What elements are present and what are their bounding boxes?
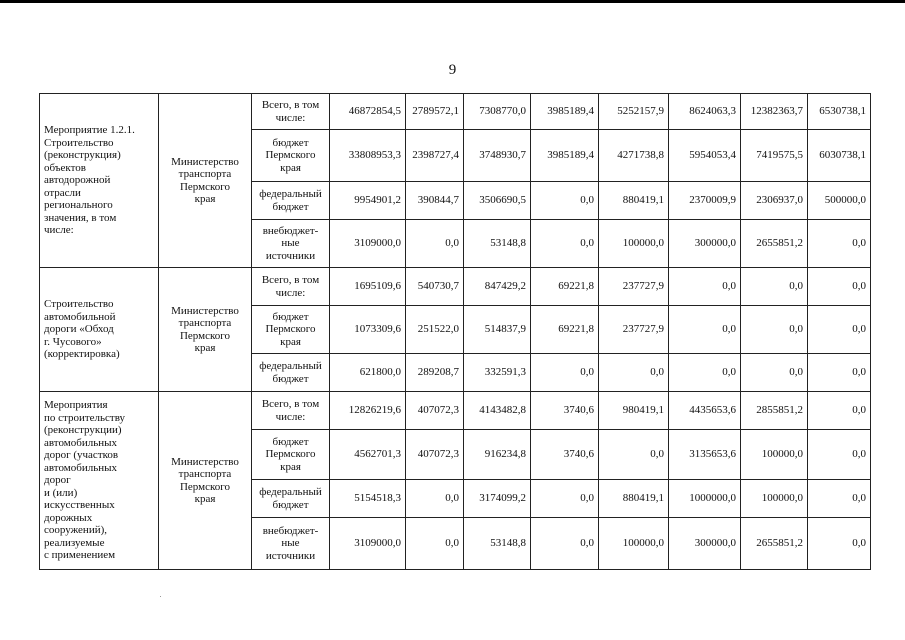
value-cell: 300000,0 [669,220,741,268]
value-cell: 4143482,8 [464,392,531,430]
funding-source-cell: Всего, в том числе: [252,392,330,430]
value-cell: 3740,6 [531,392,599,430]
budget-table [39,93,871,570]
value-cell: 7419575,5 [741,130,808,182]
value-cell: 53148,8 [464,518,531,570]
value-cell: 251522,0 [406,306,464,354]
value-cell: 0,0 [531,182,599,220]
value-cell: 0,0 [406,518,464,570]
value-cell: 300000,0 [669,518,741,570]
value-cell: 621800,0 [330,354,406,392]
funding-source-cell: федеральный бюджет [252,480,330,518]
value-cell: 916234,8 [464,430,531,480]
funding-source-cell: Всего, в том числе: [252,268,330,306]
value-cell: 2655851,2 [741,220,808,268]
scan-speck [160,596,161,597]
value-cell: 100000,0 [741,430,808,480]
value-cell: 3135653,6 [669,430,741,480]
funding-source-cell: Всего, в том числе: [252,94,330,130]
value-cell: 407072,3 [406,430,464,480]
value-cell: 2398727,4 [406,130,464,182]
value-cell: 12382363,7 [741,94,808,130]
value-cell: 0,0 [599,354,669,392]
value-cell: 3748930,7 [464,130,531,182]
table-row [40,94,871,130]
value-cell: 0,0 [741,268,808,306]
value-cell: 0,0 [599,430,669,480]
value-cell: 6530738,1 [808,94,871,130]
event-name-cell: Мероприятие 1.2.1. Строительство (реконструкция) объектов автодорожной отрасли регионального значения, в том числе: [40,94,159,268]
value-cell: 0,0 [406,220,464,268]
value-cell: 0,0 [808,354,871,392]
ministry-cell: Министерство транспорта Пермского края [159,268,252,392]
value-cell: 12826219,6 [330,392,406,430]
value-cell: 33808953,3 [330,130,406,182]
value-cell: 3740,6 [531,430,599,480]
value-cell: 0,0 [531,518,599,570]
value-cell: 4562701,3 [330,430,406,480]
value-cell: 2855851,2 [741,392,808,430]
value-cell: 880419,1 [599,480,669,518]
value-cell: 0,0 [669,354,741,392]
value-cell: 8624063,3 [669,94,741,130]
value-cell: 390844,7 [406,182,464,220]
value-cell: 237727,9 [599,268,669,306]
value-cell: 9954901,2 [330,182,406,220]
value-cell: 100000,0 [741,480,808,518]
funding-source-cell: внебюджет- ные источники [252,220,330,268]
value-cell: 237727,9 [599,306,669,354]
value-cell: 0,0 [741,354,808,392]
funding-source-cell: бюджет Пермского края [252,130,330,182]
value-cell: 53148,8 [464,220,531,268]
top-border-line [0,0,905,3]
value-cell: 514837,9 [464,306,531,354]
value-cell: 332591,3 [464,354,531,392]
value-cell: 0,0 [531,220,599,268]
value-cell: 0,0 [531,480,599,518]
value-cell: 2370009,9 [669,182,741,220]
value-cell: 0,0 [669,306,741,354]
value-cell: 880419,1 [599,182,669,220]
funding-source-cell: федеральный бюджет [252,182,330,220]
value-cell: 0,0 [808,268,871,306]
value-cell: 0,0 [808,220,871,268]
value-cell: 5154518,3 [330,480,406,518]
value-cell: 3506690,5 [464,182,531,220]
value-cell: 69221,8 [531,306,599,354]
value-cell: 1073309,6 [330,306,406,354]
funding-source-cell: внебюджет- ные источники [252,518,330,570]
value-cell: 407072,3 [406,392,464,430]
value-cell: 540730,7 [406,268,464,306]
ministry-cell: Министерство транспорта Пермского края [159,94,252,268]
value-cell: 1000000,0 [669,480,741,518]
value-cell: 4435653,6 [669,392,741,430]
value-cell: 0,0 [669,268,741,306]
funding-source-cell: бюджет Пермского края [252,306,330,354]
value-cell: 100000,0 [599,220,669,268]
value-cell: 3985189,4 [531,94,599,130]
value-cell: 289208,7 [406,354,464,392]
table-row [40,392,871,430]
funding-source-cell: федеральный бюджет [252,354,330,392]
value-cell: 500000,0 [808,182,871,220]
event-name-cell: Строительство автомобильной дороги «Обход г. Чусового» (корректировка) [40,268,159,392]
value-cell: 46872854,5 [330,94,406,130]
value-cell: 0,0 [808,480,871,518]
page-number: 9 [448,62,457,78]
value-cell: 3109000,0 [330,518,406,570]
value-cell: 1695109,6 [330,268,406,306]
value-cell: 6030738,1 [808,130,871,182]
table-row [40,268,871,306]
value-cell: 100000,0 [599,518,669,570]
value-cell: 4271738,8 [599,130,669,182]
value-cell: 0,0 [741,306,808,354]
value-cell: 0,0 [531,354,599,392]
value-cell: 2789572,1 [406,94,464,130]
value-cell: 5954053,4 [669,130,741,182]
funding-source-cell: бюджет Пермского края [252,430,330,480]
value-cell: 3985189,4 [531,130,599,182]
value-cell: 0,0 [808,430,871,480]
value-cell: 0,0 [808,392,871,430]
value-cell: 847429,2 [464,268,531,306]
value-cell: 5252157,9 [599,94,669,130]
value-cell: 0,0 [808,518,871,570]
event-name-cell: Мероприятия по строительству (реконструкции) автомобильных дорог (участков автомобильных дорог и (или) искусственных дорожных сооружений), реализуемые с применением [40,392,159,570]
value-cell: 3174099,2 [464,480,531,518]
value-cell: 2655851,2 [741,518,808,570]
budget-table-body [40,94,871,570]
value-cell: 3109000,0 [330,220,406,268]
value-cell: 7308770,0 [464,94,531,130]
value-cell: 2306937,0 [741,182,808,220]
value-cell: 980419,1 [599,392,669,430]
value-cell: 0,0 [406,480,464,518]
ministry-cell: Министерство транспорта Пермского края [159,392,252,570]
value-cell: 0,0 [808,306,871,354]
value-cell: 69221,8 [531,268,599,306]
